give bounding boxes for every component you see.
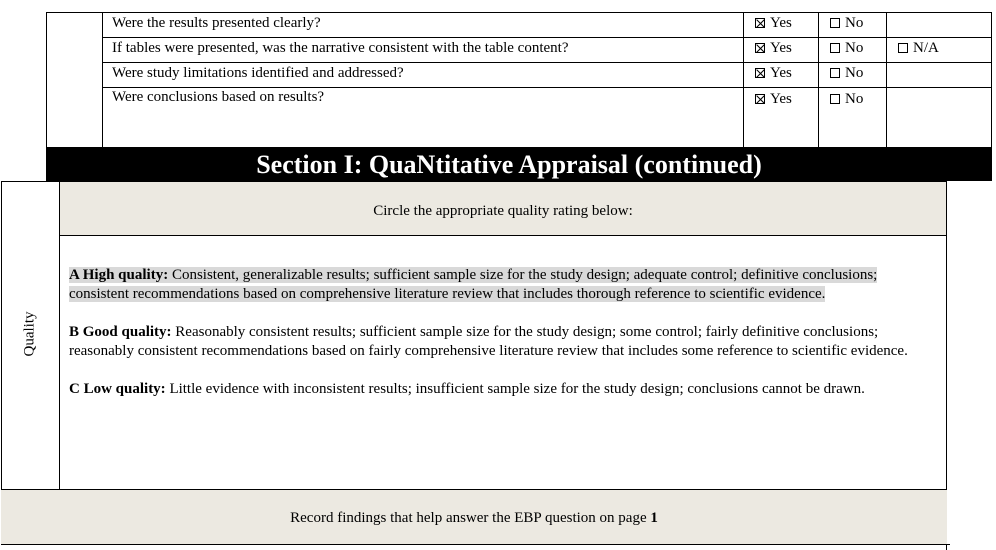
yes-option[interactable]: Yes xyxy=(755,15,792,32)
empty-checkbox-icon[interactable] xyxy=(898,43,908,53)
record-findings-note xyxy=(1,489,947,545)
quality-label: Quality xyxy=(21,311,38,357)
quality-ratings xyxy=(69,266,937,418)
rating-grade: A High quality: xyxy=(69,267,169,283)
rating-instruction: Circle the appropriate quality rating below: xyxy=(60,182,946,236)
question-text: Were conclusions based on results? xyxy=(112,89,325,105)
rating-high-quality[interactable] xyxy=(69,266,937,304)
empty-checkbox-icon[interactable] xyxy=(830,94,840,104)
question-text: Were the results presented clearly? xyxy=(112,15,321,31)
na-option[interactable]: N/A xyxy=(898,40,939,57)
rating-low-quality[interactable] xyxy=(69,380,937,399)
yes-option[interactable]: Yes xyxy=(755,91,792,108)
rating-description: Consistent, generalizable results; sufficient sample size for the study design; adequate control; definitive conclusions; consistent recommendations based on comprehensive literature review that includes thorough reference to scientific evidence. xyxy=(69,267,878,302)
rating-grade: B Good quality: xyxy=(69,324,172,340)
empty-checkbox-icon[interactable] xyxy=(830,43,840,53)
empty-checkbox-icon[interactable] xyxy=(830,68,840,78)
question-text: Were study limitations identified and addressed? xyxy=(112,65,404,81)
rating-grade: C Low quality: xyxy=(69,381,166,397)
record-findings-text: Record findings that help answer the EBP question on page xyxy=(290,510,647,526)
rating-description: Little evidence with inconsistent results; insufficient sample size for the study design; conclusions cannot be drawn. xyxy=(169,381,865,397)
rating-good-quality[interactable] xyxy=(69,323,937,361)
no-option[interactable]: No xyxy=(830,15,863,32)
yes-option[interactable]: Yes xyxy=(755,65,792,82)
checked-checkbox-icon[interactable] xyxy=(755,43,765,53)
checked-checkbox-icon[interactable] xyxy=(755,94,765,104)
no-option[interactable]: No xyxy=(830,65,863,82)
record-page-number: 1 xyxy=(650,510,658,526)
no-option[interactable]: No xyxy=(830,40,863,57)
yes-option[interactable]: Yes xyxy=(755,40,792,57)
section-title: Section I: QuaNtitative Appraisal (continued) xyxy=(46,147,992,181)
checked-checkbox-icon[interactable] xyxy=(755,68,765,78)
checked-checkbox-icon[interactable] xyxy=(755,18,765,28)
question-text: If tables were presented, was the narrative consistent with the table content? xyxy=(112,40,569,56)
rating-description: Reasonably consistent results; sufficient sample size for the study design; some control; fairly definitive conclusions; reasonably consistent recommendations based on fairly comprehensive literature review that includes some reference to scientific evidence. xyxy=(69,324,908,359)
no-option[interactable]: No xyxy=(830,91,863,108)
empty-checkbox-icon[interactable] xyxy=(830,18,840,28)
page-corner-mark xyxy=(946,544,950,550)
